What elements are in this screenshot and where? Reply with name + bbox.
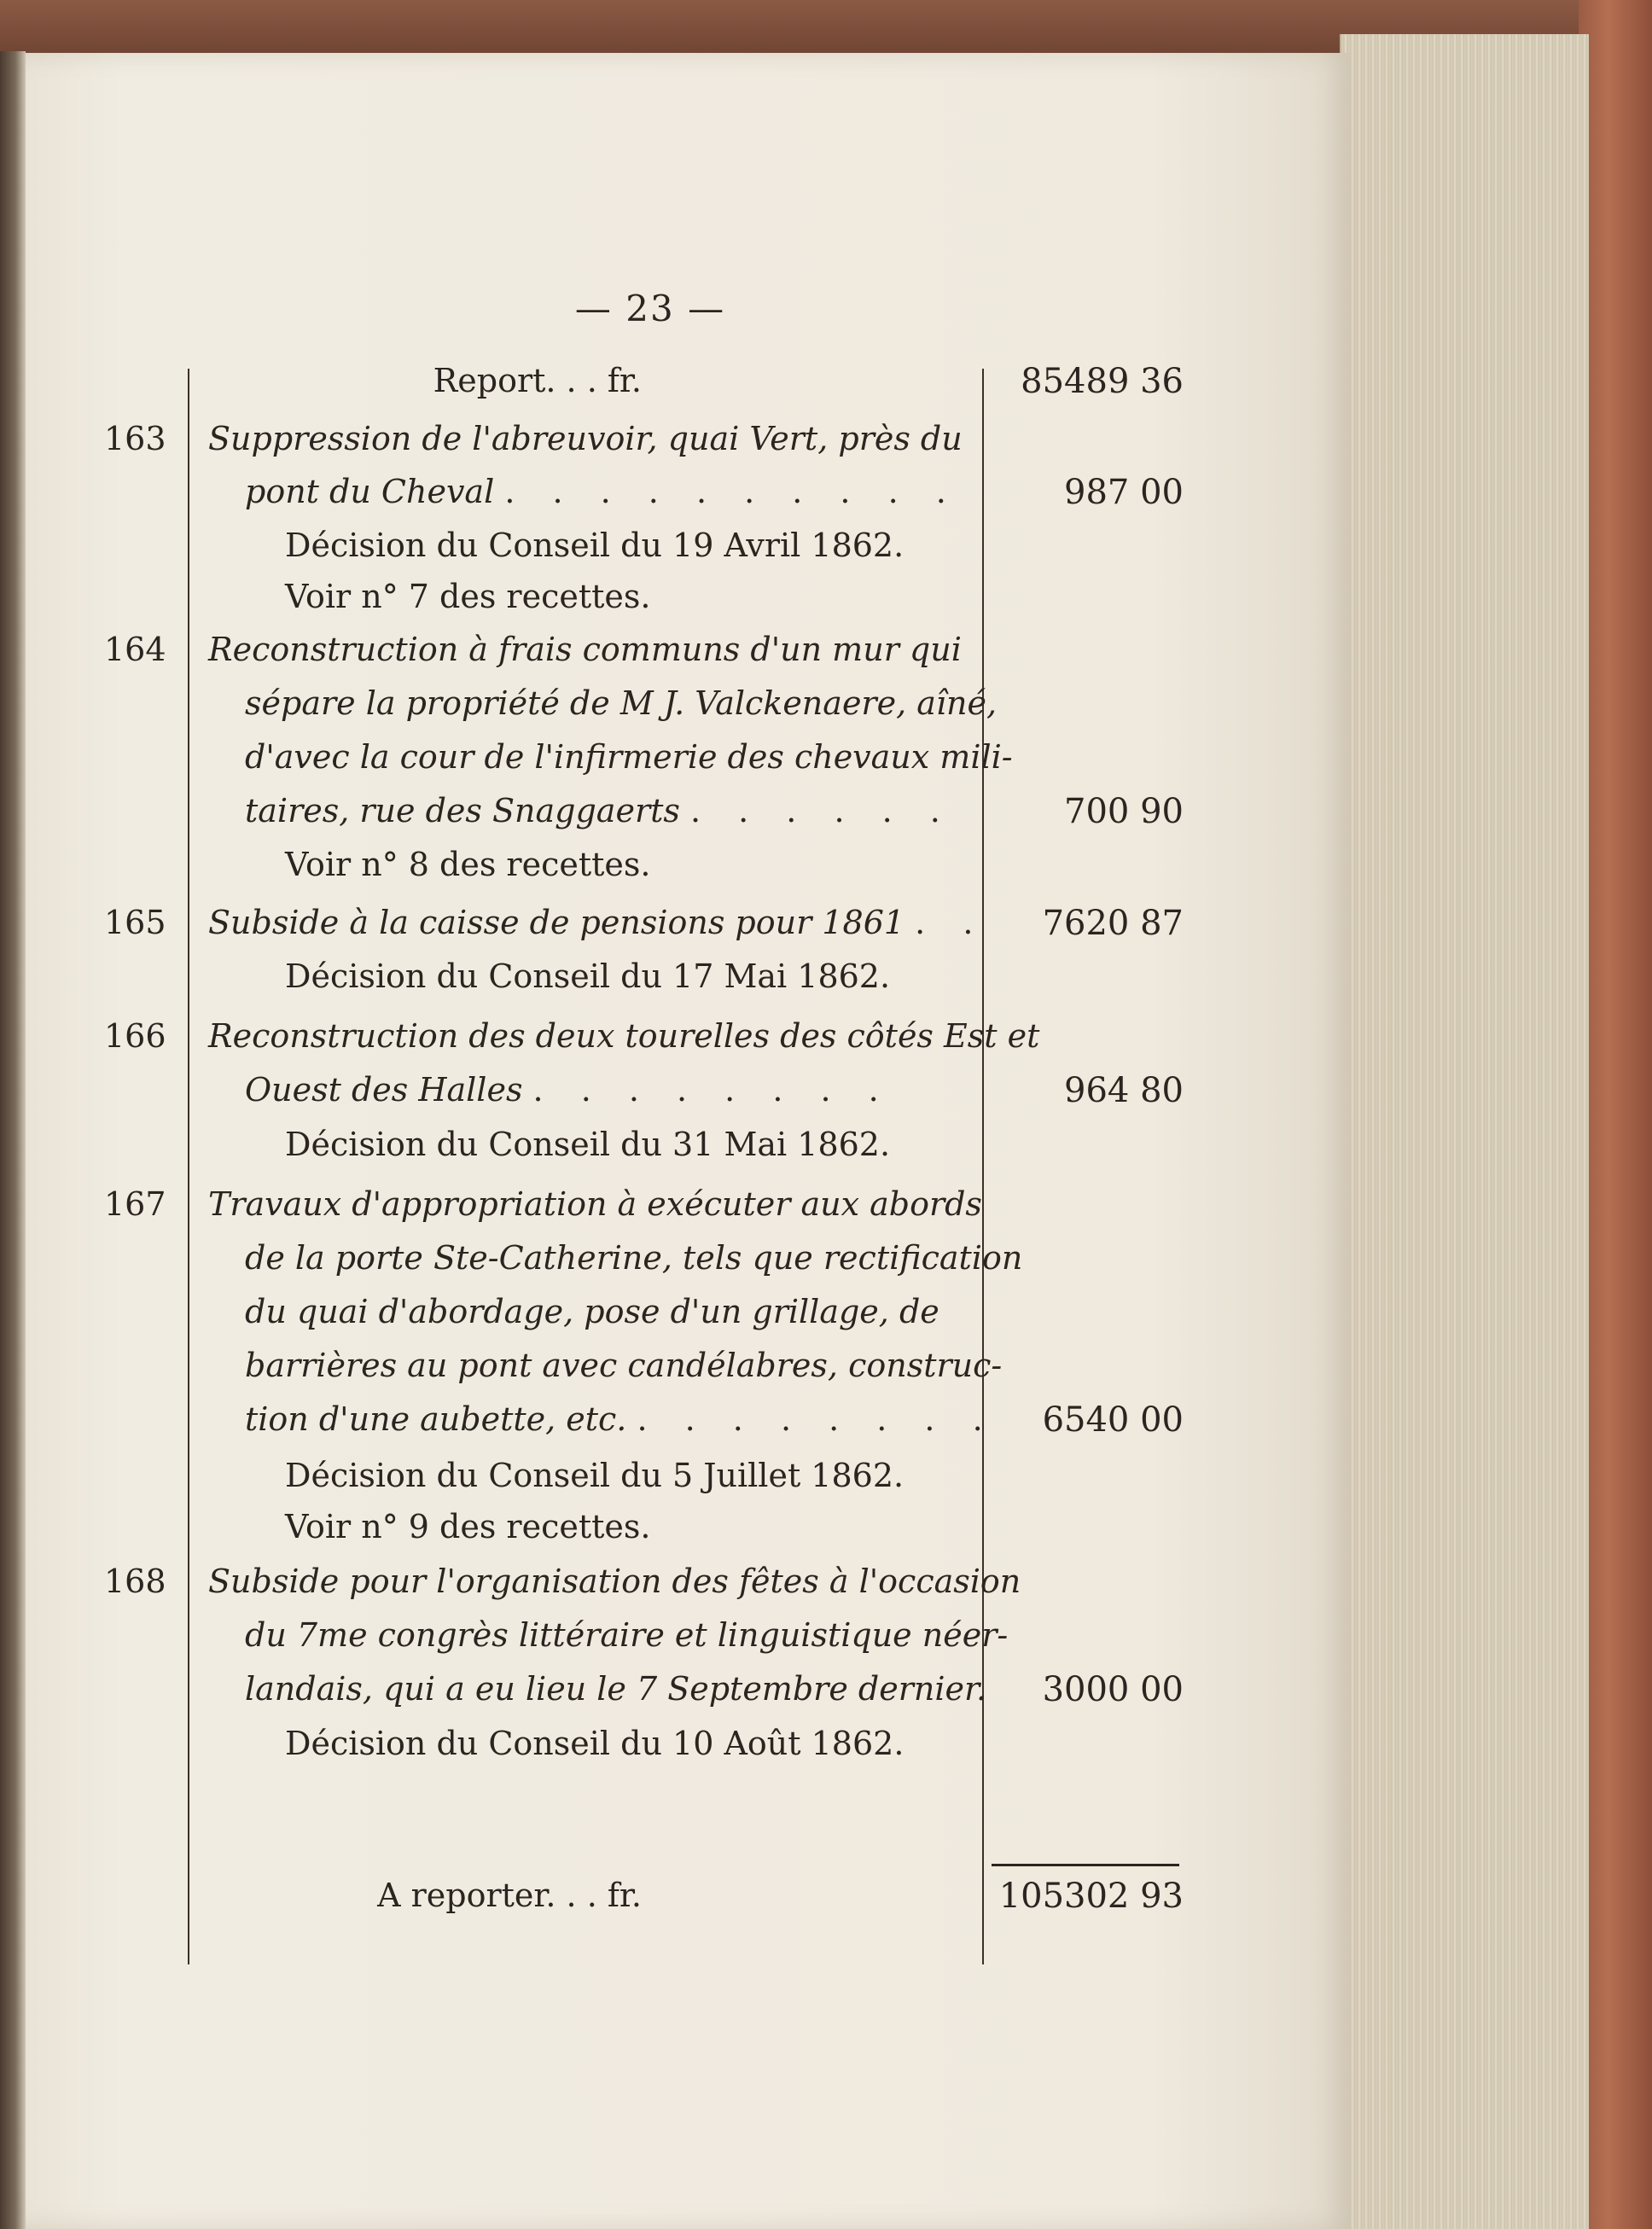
book-page	[19, 53, 1350, 2229]
entry-text: barrières au pont avec candélabres, construc-	[245, 1347, 1003, 1384]
report-label: Report. . . fr.	[433, 362, 642, 399]
entry-number: 163	[104, 420, 166, 457]
book-binding	[0, 51, 26, 2229]
entry-note: Voir n° 7 des recettes.	[285, 578, 651, 615]
entry-text: Reconstruction à frais communs d'un mur qui	[208, 631, 962, 668]
page-number: — 23 —	[574, 288, 726, 329]
entry-note: Décision du Conseil du 19 Avril 1862.	[285, 527, 905, 564]
entry-text: Subside à la caisse de pensions pour 1861 . .	[208, 904, 987, 941]
entry-note: Décision du Conseil du 31 Mai 1862.	[285, 1126, 891, 1163]
entry-note: Voir n° 9 des recettes.	[285, 1508, 651, 1545]
entry-text: Suppression de l'abreuvoir, quai Vert, près du	[208, 420, 963, 457]
entry-text: landais, qui a eu lieu le 7 Septembre dernier.	[245, 1670, 987, 1708]
entry-text: d'avec la cour de l'infirmerie des chevaux mili-	[245, 738, 1013, 776]
column-rule-left	[188, 369, 189, 1964]
entry-amount: 964 80	[1064, 1071, 1184, 1110]
entry-amount: 7620 87	[1042, 904, 1184, 943]
entry-note: Décision du Conseil du 5 Juillet 1862.	[285, 1457, 905, 1494]
entry-amount: 987 00	[1064, 473, 1184, 512]
report-amount: 85489 36	[1021, 362, 1184, 401]
entry-amount: 6540 00	[1042, 1400, 1184, 1440]
carry-forward-amount: 105302 93	[998, 1877, 1184, 1916]
entry-text: sépare la propriété de M J. Valckenaere, aîné,	[245, 684, 998, 722]
entry-text: du quai d'abordage, pose d'un grillage, de	[245, 1293, 939, 1330]
page-edges	[1340, 34, 1589, 2229]
entry-amount: 700 90	[1064, 792, 1184, 831]
entry-text: de la porte Ste-Catherine, tels que rectification	[245, 1239, 1023, 1277]
entry-text: Reconstruction des deux tourelles des côtés Est et	[208, 1017, 1040, 1055]
entry-text: du 7me congrès littéraire et linguistique néer-	[245, 1616, 1009, 1654]
entry-text: Subside pour l'organisation des fêtes à l'occasion	[208, 1563, 1021, 1600]
entry-text: tion d'une aubette, etc. . . . . . . . .	[245, 1400, 997, 1438]
entry-amount: 3000 00	[1042, 1670, 1184, 1709]
entry-note: Décision du Conseil du 10 Août 1862.	[285, 1725, 905, 1762]
entry-text: Ouest des Halles . . . . . . . .	[245, 1071, 893, 1109]
entry-number: 164	[104, 631, 166, 668]
entry-text: taires, rue des Snaggaerts . . . . . .	[245, 792, 954, 829]
entry-number: 165	[104, 904, 166, 941]
entry-text: pont du Cheval . . . . . . . . . .	[245, 473, 960, 510]
entry-note: Voir n° 8 des recettes.	[285, 846, 651, 883]
entry-text: Travaux d'appropriation à exécuter aux abords	[208, 1185, 982, 1223]
entry-number: 168	[104, 1563, 166, 1600]
entry-number: 167	[104, 1185, 166, 1223]
entry-number: 166	[104, 1017, 166, 1055]
total-rule	[992, 1864, 1179, 1866]
entry-note: Décision du Conseil du 17 Mai 1862.	[285, 957, 891, 995]
carry-forward-label: A reporter. . . fr.	[377, 1877, 642, 1914]
book-cover-edge	[1579, 0, 1652, 2229]
column-rule-right	[982, 369, 984, 1964]
